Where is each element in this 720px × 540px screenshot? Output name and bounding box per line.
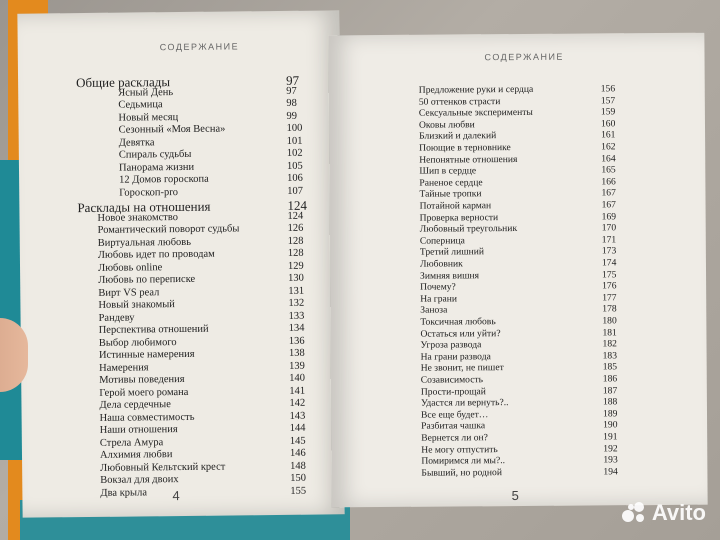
toc-entry-page: 124 [287, 197, 307, 213]
left-page-header: СОДЕРЖАНИЕ [159, 41, 240, 53]
toc-entry-page: 177 [602, 292, 617, 304]
toc-entry-page: 181 [602, 326, 617, 339]
toc-entry-page: 167 [601, 199, 616, 211]
toc-entry-title: Помиримся ли мы?.. [421, 455, 506, 467]
toc-entry-title: Прости-прощай [420, 385, 486, 398]
toc-entry-title: На грани развода [420, 350, 491, 363]
avito-watermark [622, 500, 706, 526]
toc-entry-page: 178 [602, 303, 617, 315]
avito-logo-icon [622, 502, 648, 524]
toc-entry-page: 188 [602, 396, 618, 408]
toc-entry-title: На грани [420, 293, 458, 305]
toc-entry-page: 138 [288, 347, 305, 359]
toc-entry-title: Любовь online [97, 261, 163, 274]
toc-entry-page: 186 [602, 373, 618, 385]
toc-entry-page: 126 [287, 222, 304, 234]
toc-entry-title: Сексуальные эксперименты [418, 107, 533, 119]
left-toc [17, 10, 344, 499]
toc-entry-title: Ясный День [118, 86, 174, 99]
toc-entry-title: Новый знакомый [98, 299, 175, 311]
toc-entry-page: 142 [289, 397, 306, 409]
toc-entry-page: 139 [289, 360, 305, 372]
toc-entry-page: 182 [602, 338, 617, 350]
toc-entry-page: 141 [289, 385, 306, 397]
toc-entry-page: 132 [288, 297, 305, 309]
toc-entry-title: Новое знакомство [97, 211, 179, 224]
toc-entry-page: 131 [288, 285, 305, 297]
toc-entry-title: Почему? [420, 281, 456, 293]
toc-entry-page: 133 [288, 310, 305, 322]
toc-entry-title: Расклады на отношения [77, 198, 211, 216]
toc-entry-title: Панорама жизни [118, 161, 195, 174]
toc-entry-title: Зимняя вишня [419, 269, 480, 282]
toc-entry-page: 155 [290, 485, 307, 497]
toc-entry-title: Шип в сердце [419, 165, 477, 177]
toc-entry-page: 194 [603, 466, 618, 478]
toc-entry-page: 185 [602, 361, 618, 373]
toc-entry-page: 192 [603, 442, 618, 455]
toc-entry-page: 164 [601, 152, 616, 165]
toc-entry-title: Созависимость [420, 374, 484, 386]
toc-entry-page: 128 [287, 247, 304, 259]
toc-entry-title: Угроза развода [420, 339, 482, 351]
toc-entry-title: Выбор любимого [98, 336, 177, 349]
toc-entry-title: Спираль судьбы [118, 148, 192, 161]
toc-entry-page: 106 [287, 172, 303, 184]
toc-entry-page: 174 [601, 257, 617, 269]
right-toc [328, 33, 707, 486]
toc-entry-page: 101 [286, 135, 303, 147]
toc-entry-page: 166 [601, 176, 616, 188]
toc-entry-page: 175 [601, 268, 617, 281]
toc-entry-page: 187 [602, 384, 618, 397]
toc-entry-page: 145 [289, 435, 306, 447]
toc-entry-title: Намерения [99, 361, 149, 374]
toc-entry-page: 102 [286, 147, 303, 159]
toc-entry-title: Любовный треугольник [419, 223, 518, 235]
toc-entry-title: Остаться или уйти? [420, 327, 501, 340]
toc-entry-title: Два крыла [100, 486, 148, 499]
toc-entry-page: 171 [601, 234, 617, 246]
right-page [328, 33, 707, 508]
toc-entry-title: Алхимия любви [99, 449, 173, 461]
toc-entry-page: 148 [290, 460, 306, 472]
toc-entry-page: 167 [601, 187, 616, 199]
toc-entry-page: 157 [600, 94, 616, 107]
toc-entry-page: 98 [286, 97, 297, 109]
avito-watermark-text: Avito [651, 500, 706, 525]
toc-entry-page: 144 [289, 422, 306, 434]
toc-entry-title: Любовник [419, 258, 463, 270]
toc-entry-title: Непонятные отношения [419, 153, 518, 166]
toc-entry-title: 50 оттенков страсти [418, 95, 501, 108]
right-page-header: СОДЕРЖАНИЕ [484, 51, 564, 63]
toc-entry-page: 161 [601, 129, 616, 141]
toc-entry-title: Бывший, но родной [421, 466, 502, 479]
toc-entry-title: Не могу отпустить [421, 443, 498, 456]
toc-entry-page: 97 [286, 72, 300, 88]
toc-entry-title: Поющие в терновнике [419, 142, 511, 154]
toc-entry-title: Виртуальная любовь [97, 236, 192, 249]
toc-entry-title: Близкий и далекий [419, 130, 497, 143]
toc-entry-title: Тайные тропки [419, 188, 482, 201]
toc-entry-title: Наши отношения [99, 424, 178, 436]
toc-entry-title: Оковы любви [418, 119, 475, 131]
toc-entry-title: Любовный Кельтский крест [100, 461, 226, 474]
toc-entry-title: Третий лишний [419, 246, 485, 259]
left-page [17, 10, 344, 517]
toc-entry-title: Романтический поворот судьбы [97, 223, 240, 236]
toc-entry-page: 169 [601, 210, 617, 223]
toc-entry-page: 162 [601, 141, 616, 153]
toc-entry-page: 134 [288, 322, 305, 334]
toc-entry-title: Не звонит, не пишет [420, 362, 504, 375]
toc-entry-page: 97 [286, 85, 297, 97]
toc-entry-page: 183 [602, 350, 618, 362]
toc-entry-page: 170 [601, 222, 617, 234]
toc-entry-title: Проверка верности [419, 211, 499, 224]
toc-entry-page: 107 [287, 185, 304, 197]
toc-entry-title: Перспектива отношений [98, 323, 209, 336]
toc-entry-title: Дела сердечные [99, 399, 171, 411]
toc-entry-title: Рандеву [98, 311, 135, 324]
toc-entry-title: Токсичная любовь [420, 316, 496, 328]
toc-entry-title: Гороскоп-pro [119, 186, 179, 199]
toc-entry-title: Любовь по переписке [98, 273, 196, 286]
toc-entry-page: 176 [602, 280, 617, 292]
toc-entry-page: 143 [289, 410, 306, 422]
toc-entry-title: Стрела Амура [99, 436, 164, 449]
toc-entry-page: 193 [603, 454, 618, 466]
toc-entry-title: Вернется ли он? [421, 432, 488, 444]
toc-entry-title: Герой моего романа [99, 386, 189, 399]
toc-entry-page: 156 [600, 83, 616, 95]
toc-entry-title: Потайной карман [419, 200, 492, 212]
toc-entry-title: Все еще будет… [420, 409, 489, 421]
toc-entry-title: Наша совместимость [99, 411, 195, 424]
toc-entry-title: 12 Домов гороскопа [119, 173, 209, 186]
toc-entry-page: 105 [286, 160, 303, 172]
toc-entry-page: 124 [287, 210, 304, 222]
toc-entry-page: 173 [601, 245, 617, 257]
toc-entry-title: Истинные намерения [98, 348, 195, 361]
toc-entry-page: 100 [286, 122, 303, 134]
toc-entry-page: 130 [288, 272, 304, 284]
toc-entry-title: Мотивы поведения [99, 373, 185, 386]
toc-entry-title: Вокзал для двоих [100, 474, 179, 486]
toc-entry-title: Удастся ли вернуть?.. [420, 397, 509, 409]
toc-entry-page: 160 [600, 118, 616, 130]
toc-entry-page: 159 [600, 106, 616, 118]
toc-entry-page: 180 [602, 315, 617, 327]
toc-entry-page: 99 [286, 110, 298, 122]
toc-entry-page: 190 [603, 419, 618, 431]
toc-entry-title: Общие расклады [76, 74, 171, 91]
toc-entry-page: 146 [289, 447, 306, 459]
right-page-number: 5 [511, 488, 519, 504]
toc-entry-title: Заноза [420, 304, 448, 317]
toc-entry-page: 165 [601, 164, 616, 176]
toc-entry-page: 191 [603, 431, 618, 443]
toc-entry-title: Предложение руки и сердца [418, 83, 534, 96]
toc-entry-page: 150 [290, 472, 307, 484]
toc-entry-page: 140 [289, 372, 306, 384]
toc-entry-title: Новый месяц [118, 111, 179, 124]
toc-entry-page: 136 [288, 335, 305, 347]
toc-entry-title: Разбитая чашка [421, 420, 486, 433]
toc-entry-title: Девятка [118, 136, 155, 149]
toc-entry-title: Любовь идет по проводам [97, 248, 215, 261]
toc-entry-page: 129 [287, 260, 304, 272]
toc-entry-title: Соперница [419, 235, 465, 247]
toc-entry-title: Сезонный «Моя Весна» [118, 123, 226, 136]
toc-entry-page: 189 [602, 408, 618, 420]
toc-entry-page: 128 [287, 235, 304, 247]
toc-entry-title: Седьмица [118, 99, 163, 111]
toc-entry-title: Вирт VS реал [98, 286, 160, 299]
left-page-number: 4 [172, 488, 180, 504]
toc-entry-title: Раненое сердце [419, 177, 483, 189]
